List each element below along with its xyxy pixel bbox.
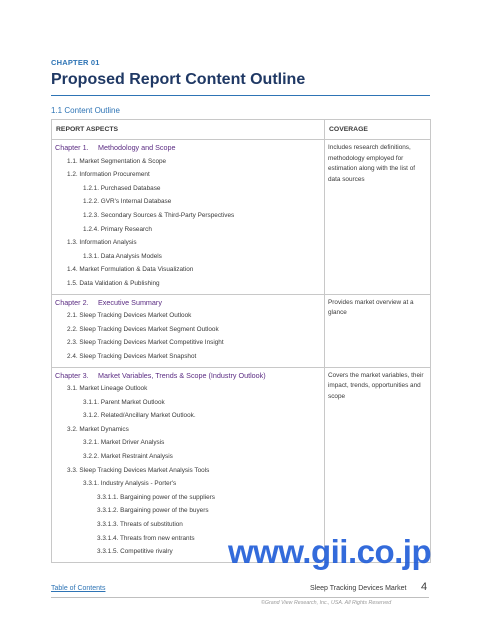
outline-item: 1.2.3. Secondary Sources & Third-Party Perspectives xyxy=(83,211,235,219)
outline-item: 3.1.1. Parent Market Outlook xyxy=(83,398,165,406)
outline-item: 3.1. Market Lineage Outlook xyxy=(67,385,148,393)
report-aspects-cell xyxy=(52,294,325,367)
outline-item: 3.2. Market Dynamics xyxy=(67,425,129,433)
chapter-title: Market Variables, Trends & Scope (Industry Outlook) xyxy=(98,370,266,380)
outline-item: 1.2.1. Purchased Database xyxy=(83,184,161,192)
outline-item: 3.3.1.4. Threats from new entrants xyxy=(97,534,195,542)
title-divider xyxy=(51,95,430,96)
outline-item: 1.1. Market Segmentation & Scope xyxy=(67,157,167,165)
coverage-cell xyxy=(325,140,431,295)
coverage-text: Includes research definitions, methodology employed for estimation along with the list of data sources xyxy=(328,144,416,183)
table-header-row xyxy=(52,120,431,140)
outline-item: 1.4. Market Formulation & Data Visualization xyxy=(67,266,194,274)
outline-item: 3.3.1.5. Competitive rivalry xyxy=(97,548,173,556)
header-coverage: COVERAGE xyxy=(325,120,431,140)
outline-item: 1.2.2. GVR's Internal Database xyxy=(83,198,172,206)
coverage-text: Covers the market variables, their impact, trends, opportunities and scope xyxy=(328,371,424,400)
outline-item: 3.3.1.3. Threats of substitution xyxy=(97,521,183,529)
coverage-text: Provides market overview at a glance xyxy=(328,298,414,317)
outline-item: 3.3.1. Industry Analysis - Porter's xyxy=(83,480,177,488)
outline-item: 1.2. Information Procurement xyxy=(67,171,150,179)
outline-item: 1.2.4. Primary Research xyxy=(83,225,152,233)
outline-item: 3.2.2. Market Restraint Analysis xyxy=(83,453,173,461)
outline-item: 3.1.2. Related/Ancillary Market Outlook. xyxy=(83,412,196,420)
chapter-label: CHAPTER 01 xyxy=(51,58,100,67)
chapter-row xyxy=(52,140,431,295)
outline-item: 2.4. Sleep Tracking Devices Market Snapshot xyxy=(67,352,197,360)
outline-item: 1.3. Information Analysis xyxy=(67,239,137,247)
page-title: Proposed Report Content Outline xyxy=(51,71,306,88)
outline-item: 3.2.1. Market Driver Analysis xyxy=(83,439,165,447)
content-outline-table xyxy=(51,119,431,563)
chapter-number: Chapter 2. xyxy=(55,297,89,307)
watermark-logo: www.gii.co.jp xyxy=(228,533,432,570)
chapter-number: Chapter 3. xyxy=(55,370,89,380)
outline-item: 2.1. Sleep Tracking Devices Market Outlook xyxy=(67,312,192,320)
chapter-number: Chapter 1. xyxy=(55,143,89,152)
outline-item: 1.5. Data Validation & Publishing xyxy=(67,279,160,287)
footer-divider xyxy=(51,597,429,598)
outline-item: 3.3.1.2. Bargaining power of the buyers xyxy=(97,507,209,515)
chapter-heading xyxy=(52,296,324,310)
outline-item: 2.3. Sleep Tracking Devices Market Competitive Insight xyxy=(67,339,224,347)
outline-item: 1.3.1. Data Analysis Models xyxy=(83,252,162,260)
section-heading: 1.1 Content Outline xyxy=(51,106,120,115)
chapter-heading xyxy=(52,369,324,383)
chapter-heading xyxy=(52,141,324,155)
page-number: 4 xyxy=(421,581,428,593)
outline-item: 2.2. Sleep Tracking Devices Market Segment Outlook xyxy=(67,325,219,333)
footer-report-name: Sleep Tracking Devices Market xyxy=(310,585,407,592)
table-of-contents-link[interactable]: Table of Contents xyxy=(51,585,106,592)
copyright-notice: ©Grand View Research, Inc., USA. All Rights Reserved xyxy=(261,600,392,606)
header-report-aspects: REPORT ASPECTS xyxy=(52,120,325,140)
report-aspects-cell xyxy=(52,140,325,295)
chapter-title: Executive Summary xyxy=(98,297,162,307)
chapter-title: Methodology and Scope xyxy=(98,143,176,152)
outline-item: 3.3. Sleep Tracking Devices Market Analysis Tools xyxy=(67,466,210,474)
chapter-row xyxy=(52,294,431,367)
outline-item: 3.3.1.1. Bargaining power of the suppliers xyxy=(97,493,215,501)
coverage-cell xyxy=(325,294,431,367)
